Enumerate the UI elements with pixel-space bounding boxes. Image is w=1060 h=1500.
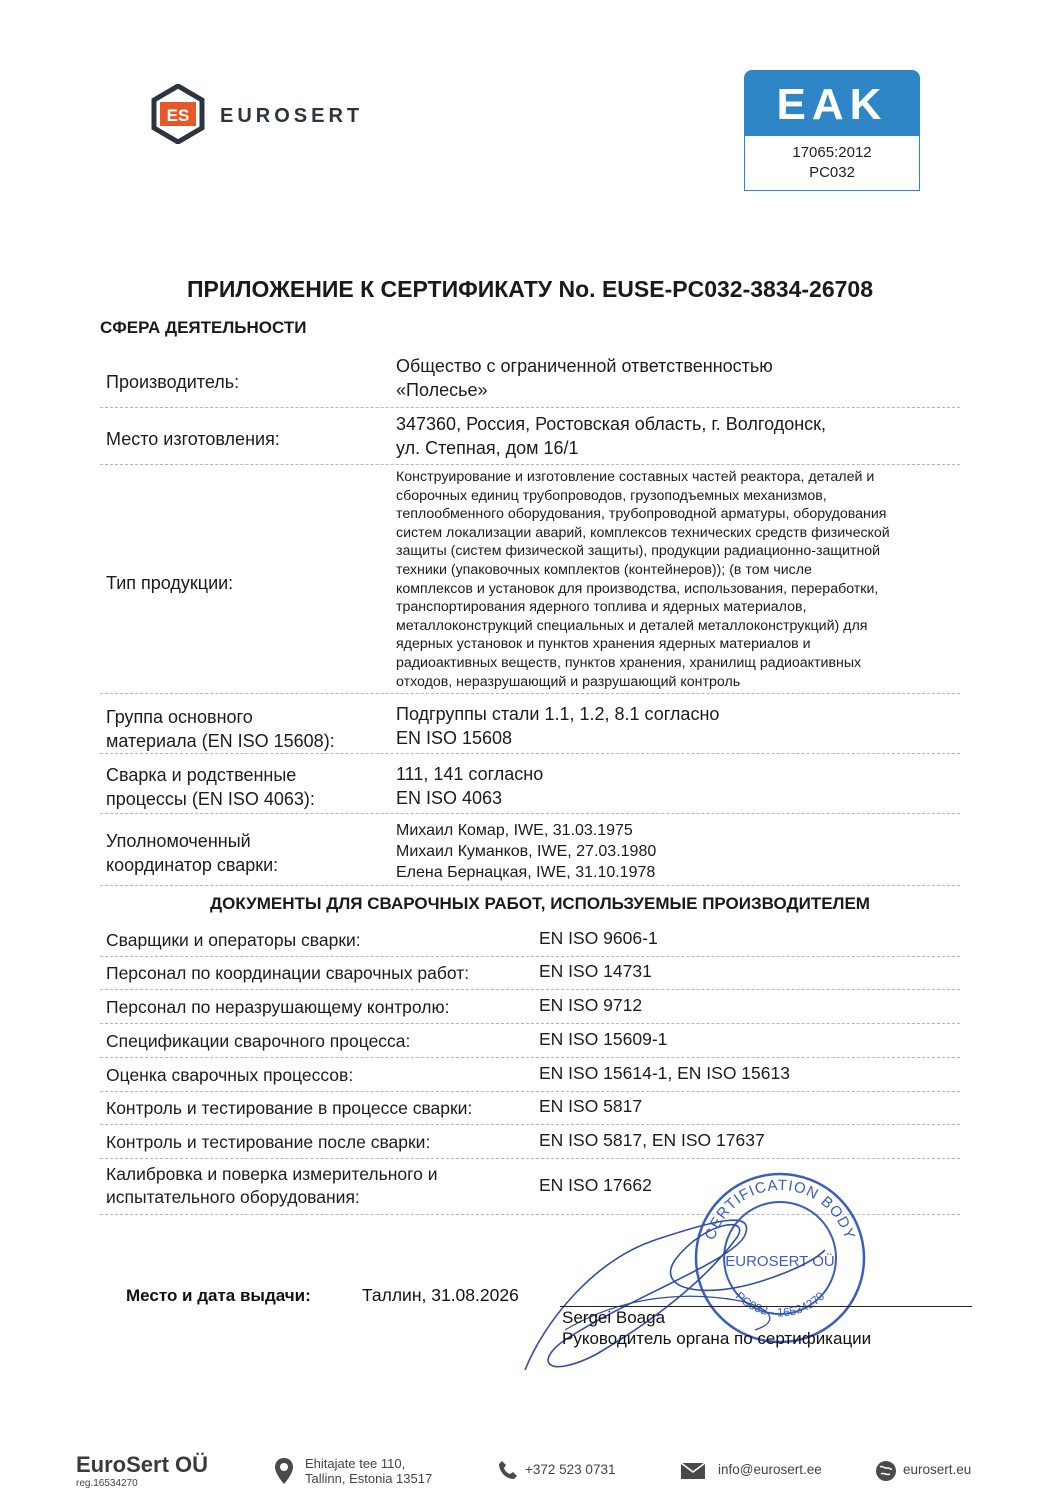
location-pin-icon [274, 1457, 294, 1485]
handwritten-signature-icon [505, 1180, 835, 1390]
row-value: Общество с ограниченной ответственностью «Полесье» [396, 356, 773, 400]
footer-website[interactable]: eurosert.eu [903, 1462, 972, 1477]
row-value: EN ISO 15614-1, EN ISO 15613 [539, 1063, 790, 1083]
row-label: Сварка и родственные процессы (EN ISO 4063): [106, 765, 315, 809]
scope-row-material-group [100, 693, 960, 754]
scope-heading: СФЕРА ДЕЯТЕЛЬНОСТИ [100, 318, 307, 337]
row-value: EN ISO 17662 [539, 1175, 652, 1195]
accreditation-code: PC032 [809, 164, 855, 181]
row-label: Производитель: [106, 372, 240, 392]
footer-reg-number: reg.16534270 [76, 1478, 138, 1489]
row-label: Персонал по неразрушающему контролю: [106, 997, 450, 1017]
document-row [100, 922, 960, 957]
globe-icon [875, 1460, 897, 1482]
footer-address: Ehitajate tee 110, Tallinn, Estonia 13517 [305, 1456, 433, 1486]
row-value: 111, 141 согласно EN ISO 4063 [396, 764, 544, 808]
issue-place-date-value: Таллин, 31.08.2026 [362, 1285, 519, 1305]
accreditation-standard: 17065:2012 [792, 144, 872, 161]
accreditation-logo [744, 70, 920, 192]
accreditation-logo-text: EAK [776, 80, 888, 129]
scope-row-coordinator [100, 813, 960, 886]
footer-company: EuroSert OÜ [76, 1452, 209, 1477]
row-label: Контроль и тестирование после сварки: [106, 1132, 431, 1152]
row-value: EN ISO 14731 [539, 961, 652, 981]
eurosert-logo-icon [150, 84, 206, 144]
row-value: Подгруппы стали 1.1, 1.2, 8.1 согласно EN ISO 15608 [396, 704, 720, 748]
row-label: Уполномоченный координатор сварки: [106, 831, 279, 875]
row-value: 347360, Россия, Ростовская область, г. Волгодонск, ул. Степная, дом 16/1 [396, 414, 827, 458]
row-label: Место изготовления: [106, 429, 280, 449]
row-label: Персонал по координации сварочных работ: [106, 963, 470, 983]
footer-phone[interactable]: +372 523 0731 [525, 1462, 616, 1477]
row-value: EN ISO 5817 [539, 1096, 643, 1116]
document-title: ПРИЛОЖЕНИЕ К СЕРТИФИКАТУ No. EUSE-PC032-3834-26708 [186, 276, 874, 302]
scope-row-welding-processes [100, 753, 960, 814]
row-label: Сварщики и операторы сварки: [106, 930, 361, 950]
stamp-bottom-text: PC032 · 16534270 [732, 1288, 828, 1320]
row-label: Оценка сварочных процессов: [106, 1065, 354, 1085]
signer-role: Руководитель органа по сертификации [562, 1329, 872, 1348]
row-label: Спецификации сварочного процесса: [106, 1031, 411, 1051]
row-value: EN ISO 5817, EN ISO 17637 [539, 1130, 765, 1150]
scope-row-product-type [100, 464, 960, 694]
document-row [100, 1023, 960, 1058]
document-row [100, 1124, 960, 1159]
scope-row-manufacturer [100, 352, 960, 408]
row-value: EN ISO 15609-1 [539, 1029, 668, 1049]
document-row [100, 989, 960, 1024]
envelope-icon [680, 1462, 706, 1480]
row-label: Калибровка и поверка измерительного и испытательного оборудования: [106, 1164, 438, 1207]
row-value: EN ISO 9712 [539, 995, 643, 1015]
row-value: Михаил Комар, IWE, 31.03.1975 Михаил Куманков, IWE, 27.03.1980 Елена Бернацкая, IWE, 31.10.1978 [396, 822, 657, 881]
footer-email[interactable]: info@eurosert.ee [718, 1462, 822, 1477]
signature-line [560, 1306, 972, 1307]
stamp-center-text: EUROSERT OÜ [725, 1253, 835, 1270]
row-label: Контроль и тестирование в процессе сварки: [106, 1098, 473, 1118]
row-label: Тип продукции: [106, 573, 234, 593]
documents-heading: ДОКУМЕНТЫ ДЛЯ СВАРОЧНЫХ РАБОТ, ИСПОЛЬЗУЕМЫЕ ПРОИЗВОДИТЕЛЕМ [210, 894, 870, 913]
document-row [100, 956, 960, 990]
brand-name: EUROSERT [220, 105, 364, 127]
stamp-ring-text: CERTIFICATION BODY [701, 1176, 859, 1243]
logo-mark-text: ES [166, 106, 190, 125]
document-row [100, 1057, 960, 1092]
row-label: Группа основного материала (EN ISO 15608): [106, 707, 335, 751]
row-value: EN ISO 9606-1 [539, 928, 658, 948]
issue-place-date-label: Место и дата выдачи: [126, 1286, 311, 1305]
signer-name: Sergei Boaga [562, 1308, 666, 1327]
row-value: Конструирование и изготовление составных частей реактора, деталей и сборочных единиц трубопроводов, грузоподъемных механизмов, теплообменного оборудования, трубопроводной арматуры, оборудования систем локализации аварий, комплексов технических средств физической защиты (систем физической защиты), продукции радиационно-защитной техники (упаковочных комплектов (контейнеров)); (в том числе комплексов и установок для производства, использования, переработки, транспортирования ядерного топлива и ядерных материалов, металлоконструкций специальных и деталей металлоконструкций) для ядерных установок и пунктов хранения ядерных материалов и радиоактивных веществ, пунктов хранения, хранилищ радиоактивных отходов, неразрушающий и разрушающий контроль [396, 469, 890, 690]
scope-row-location [100, 407, 960, 465]
document-row [100, 1091, 960, 1125]
phone-icon [498, 1460, 518, 1480]
